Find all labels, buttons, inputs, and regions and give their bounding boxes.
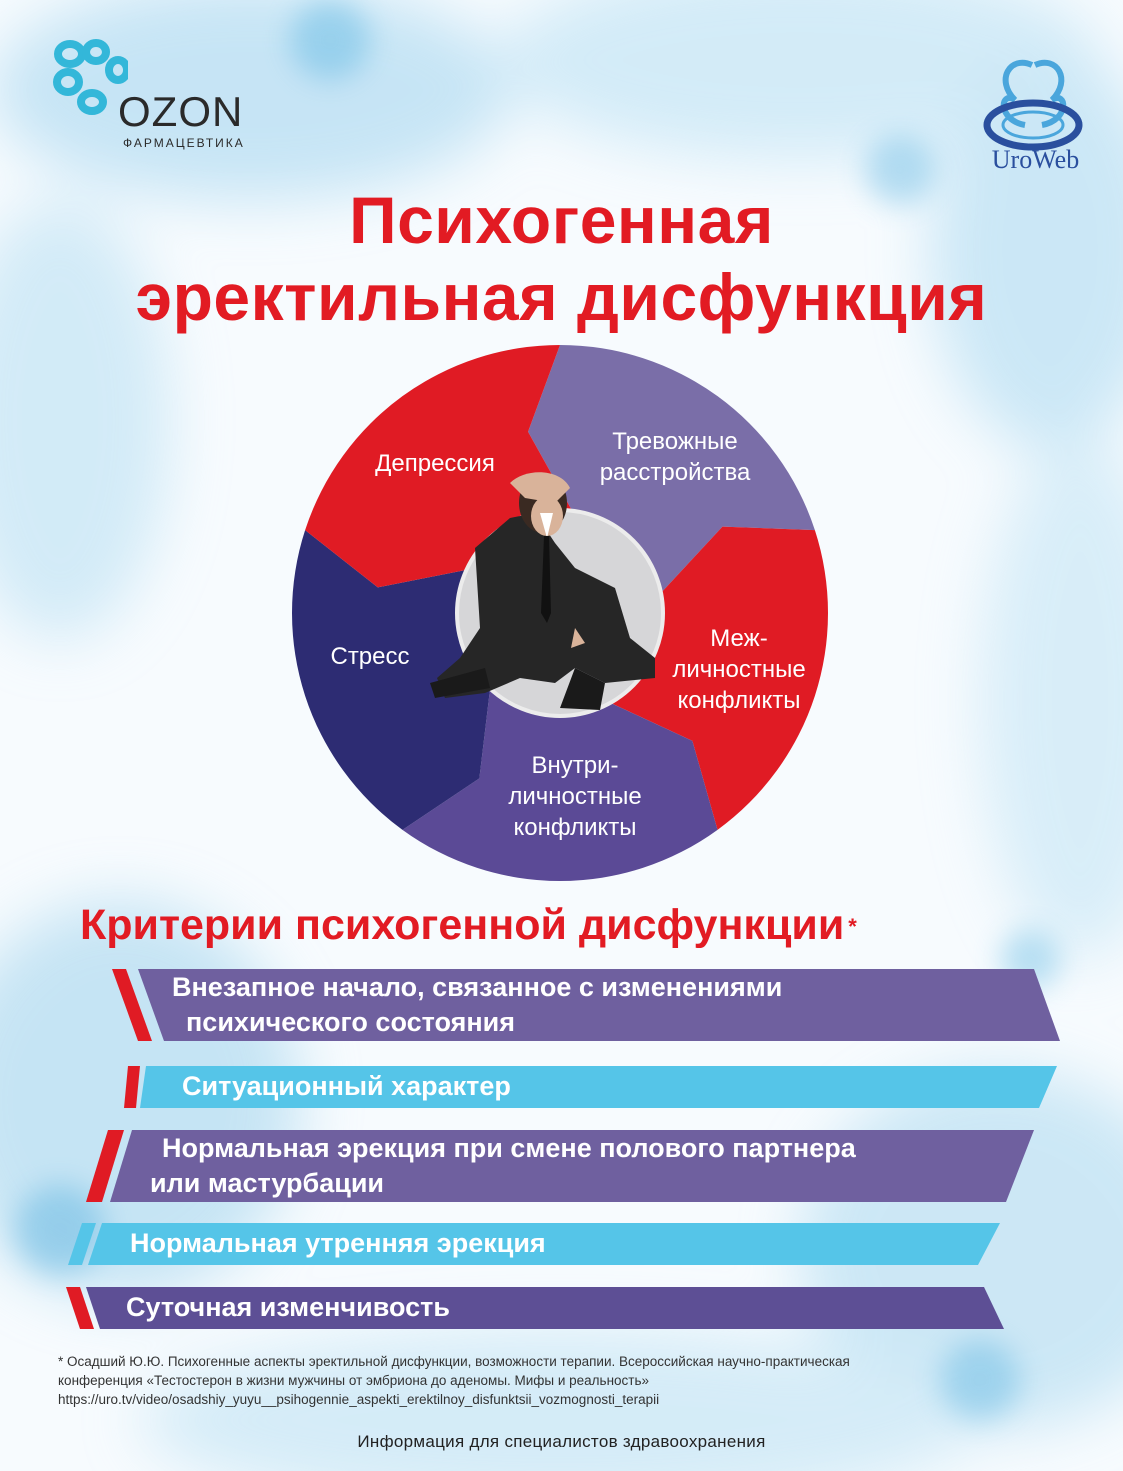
uroweb-logo bbox=[975, 45, 1090, 180]
page-title-line1: Психогенная bbox=[349, 183, 774, 257]
ozon-subtitle: ФАРМАЦЕВТИКА bbox=[123, 136, 245, 150]
ozon-logo bbox=[48, 38, 268, 158]
uroweb-wordmark: UroWeb bbox=[991, 145, 1080, 174]
footnote-citation-line1: * Осадший Ю.Ю. Психогенные аспекты эректильной дисфункции, возможности терапии. Всероссийская научно-практическая bbox=[58, 1354, 850, 1369]
criteria-item bbox=[66, 1285, 1006, 1331]
criteria-item bbox=[112, 966, 1062, 1044]
criteria-item bbox=[86, 1128, 1036, 1204]
cause-depression-label: Депрессия bbox=[375, 450, 495, 477]
criteria-item bbox=[124, 1064, 1059, 1110]
footnote bbox=[58, 1352, 1078, 1409]
criteria-item-text: Ситуационный характер bbox=[182, 1071, 511, 1101]
criteria-item-text: Суточная изменчивость bbox=[126, 1292, 450, 1322]
criteria-item-text: Внезапное начало, связанное с изменениями психического состояния bbox=[172, 972, 783, 1037]
criteria-item bbox=[68, 1221, 1002, 1267]
footnote-citation-line2: конференция «Тестостерон в жизни мужчины от эмбриона до аденомы. Мифы и реальность» bbox=[58, 1373, 650, 1388]
ozon-rings-icon bbox=[48, 38, 128, 118]
cause-stress-label: Стресс bbox=[330, 643, 410, 670]
cause-intrapersonal-label: Внутри- личностные конфликты bbox=[508, 752, 642, 841]
page-title-line2: эректильная дисфункция bbox=[135, 260, 988, 334]
audience-disclaimer: Информация для специалистов здравоохранения bbox=[357, 1432, 766, 1451]
causes-diagram bbox=[285, 338, 835, 888]
footnote-link[interactable]: https://uro.tv/video/osadshiy_yuyu__psihogennie_aspekti_erektilnoy_disfunktsii_vozmognosti_terapii bbox=[58, 1392, 660, 1407]
cause-interpersonal-label: Меж- личностные конфликты bbox=[672, 625, 806, 714]
criteria-heading-text: Критерии психогенной дисфункции bbox=[80, 901, 845, 949]
cause-anxiety-label: Тревожные расстройства bbox=[599, 428, 751, 486]
ozon-wordmark: OZON bbox=[118, 88, 244, 135]
criteria-item-text: Нормальная утренняя эрекция bbox=[130, 1228, 546, 1258]
criteria-item-text: Нормальная эрекция при смене полового партнера или мастурбации bbox=[150, 1133, 856, 1198]
footnote-asterisk: * bbox=[848, 914, 857, 939]
uroweb-emblem-icon bbox=[975, 45, 1090, 155]
criteria-heading bbox=[80, 895, 857, 955]
